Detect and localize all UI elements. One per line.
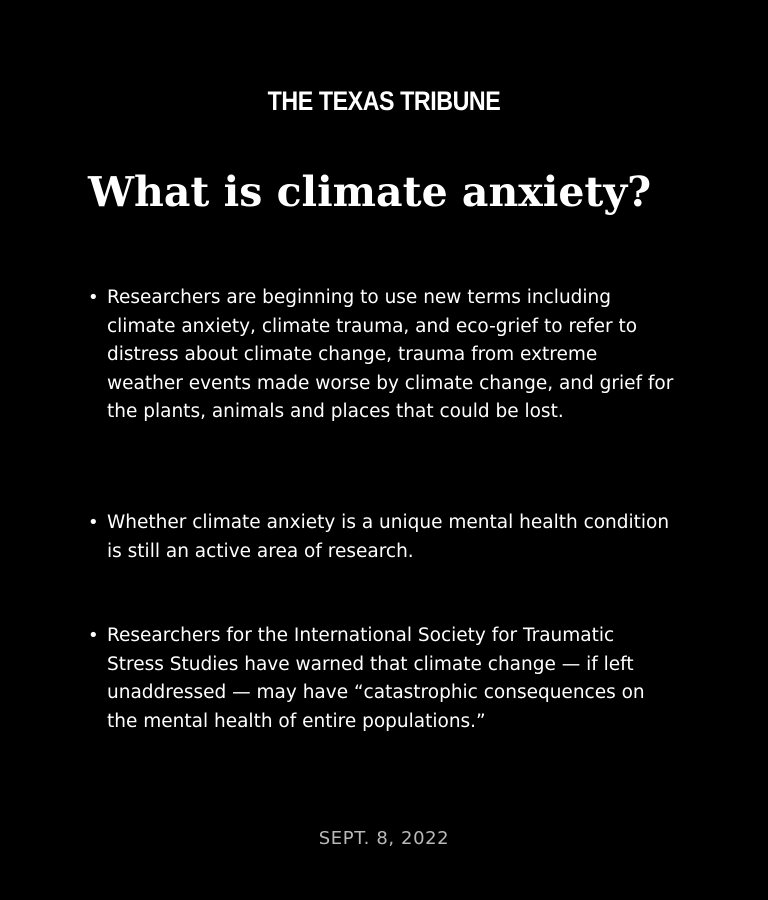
bullet-text: Researchers are beginning to use new terms including climate anxiety, climate trauma, and eco-grief to refer to distress about climate change, trauma from extreme weather events made worse by climate change, and grief for the plants, animals and places that could be lost. [107, 287, 674, 422]
bullet-text: Whether climate anxiety is a unique mental health condition is still an active area of research. [107, 512, 670, 562]
page-title: What is climate anxiety? [88, 168, 652, 216]
list-item [88, 284, 678, 427]
bullet-list-1 [88, 284, 678, 427]
bullet-list-3 [88, 622, 648, 736]
bullet-icon: • [88, 625, 99, 646]
bullet-text: Researchers for the International Society for Traumatic Stress Studies have warned that climate change — if left unaddressed — may have “catastrophic consequences on the mental health of entire populations.” [107, 625, 645, 732]
publication-logo: THE TEXAS TRIBUNE [267, 86, 501, 116]
bullet-icon: • [88, 287, 99, 308]
publish-date: SEPT. 8, 2022 [318, 828, 450, 849]
bullet-list-2 [88, 509, 688, 566]
list-item [88, 509, 688, 566]
list-item [88, 622, 648, 736]
bullet-icon: • [88, 512, 99, 533]
